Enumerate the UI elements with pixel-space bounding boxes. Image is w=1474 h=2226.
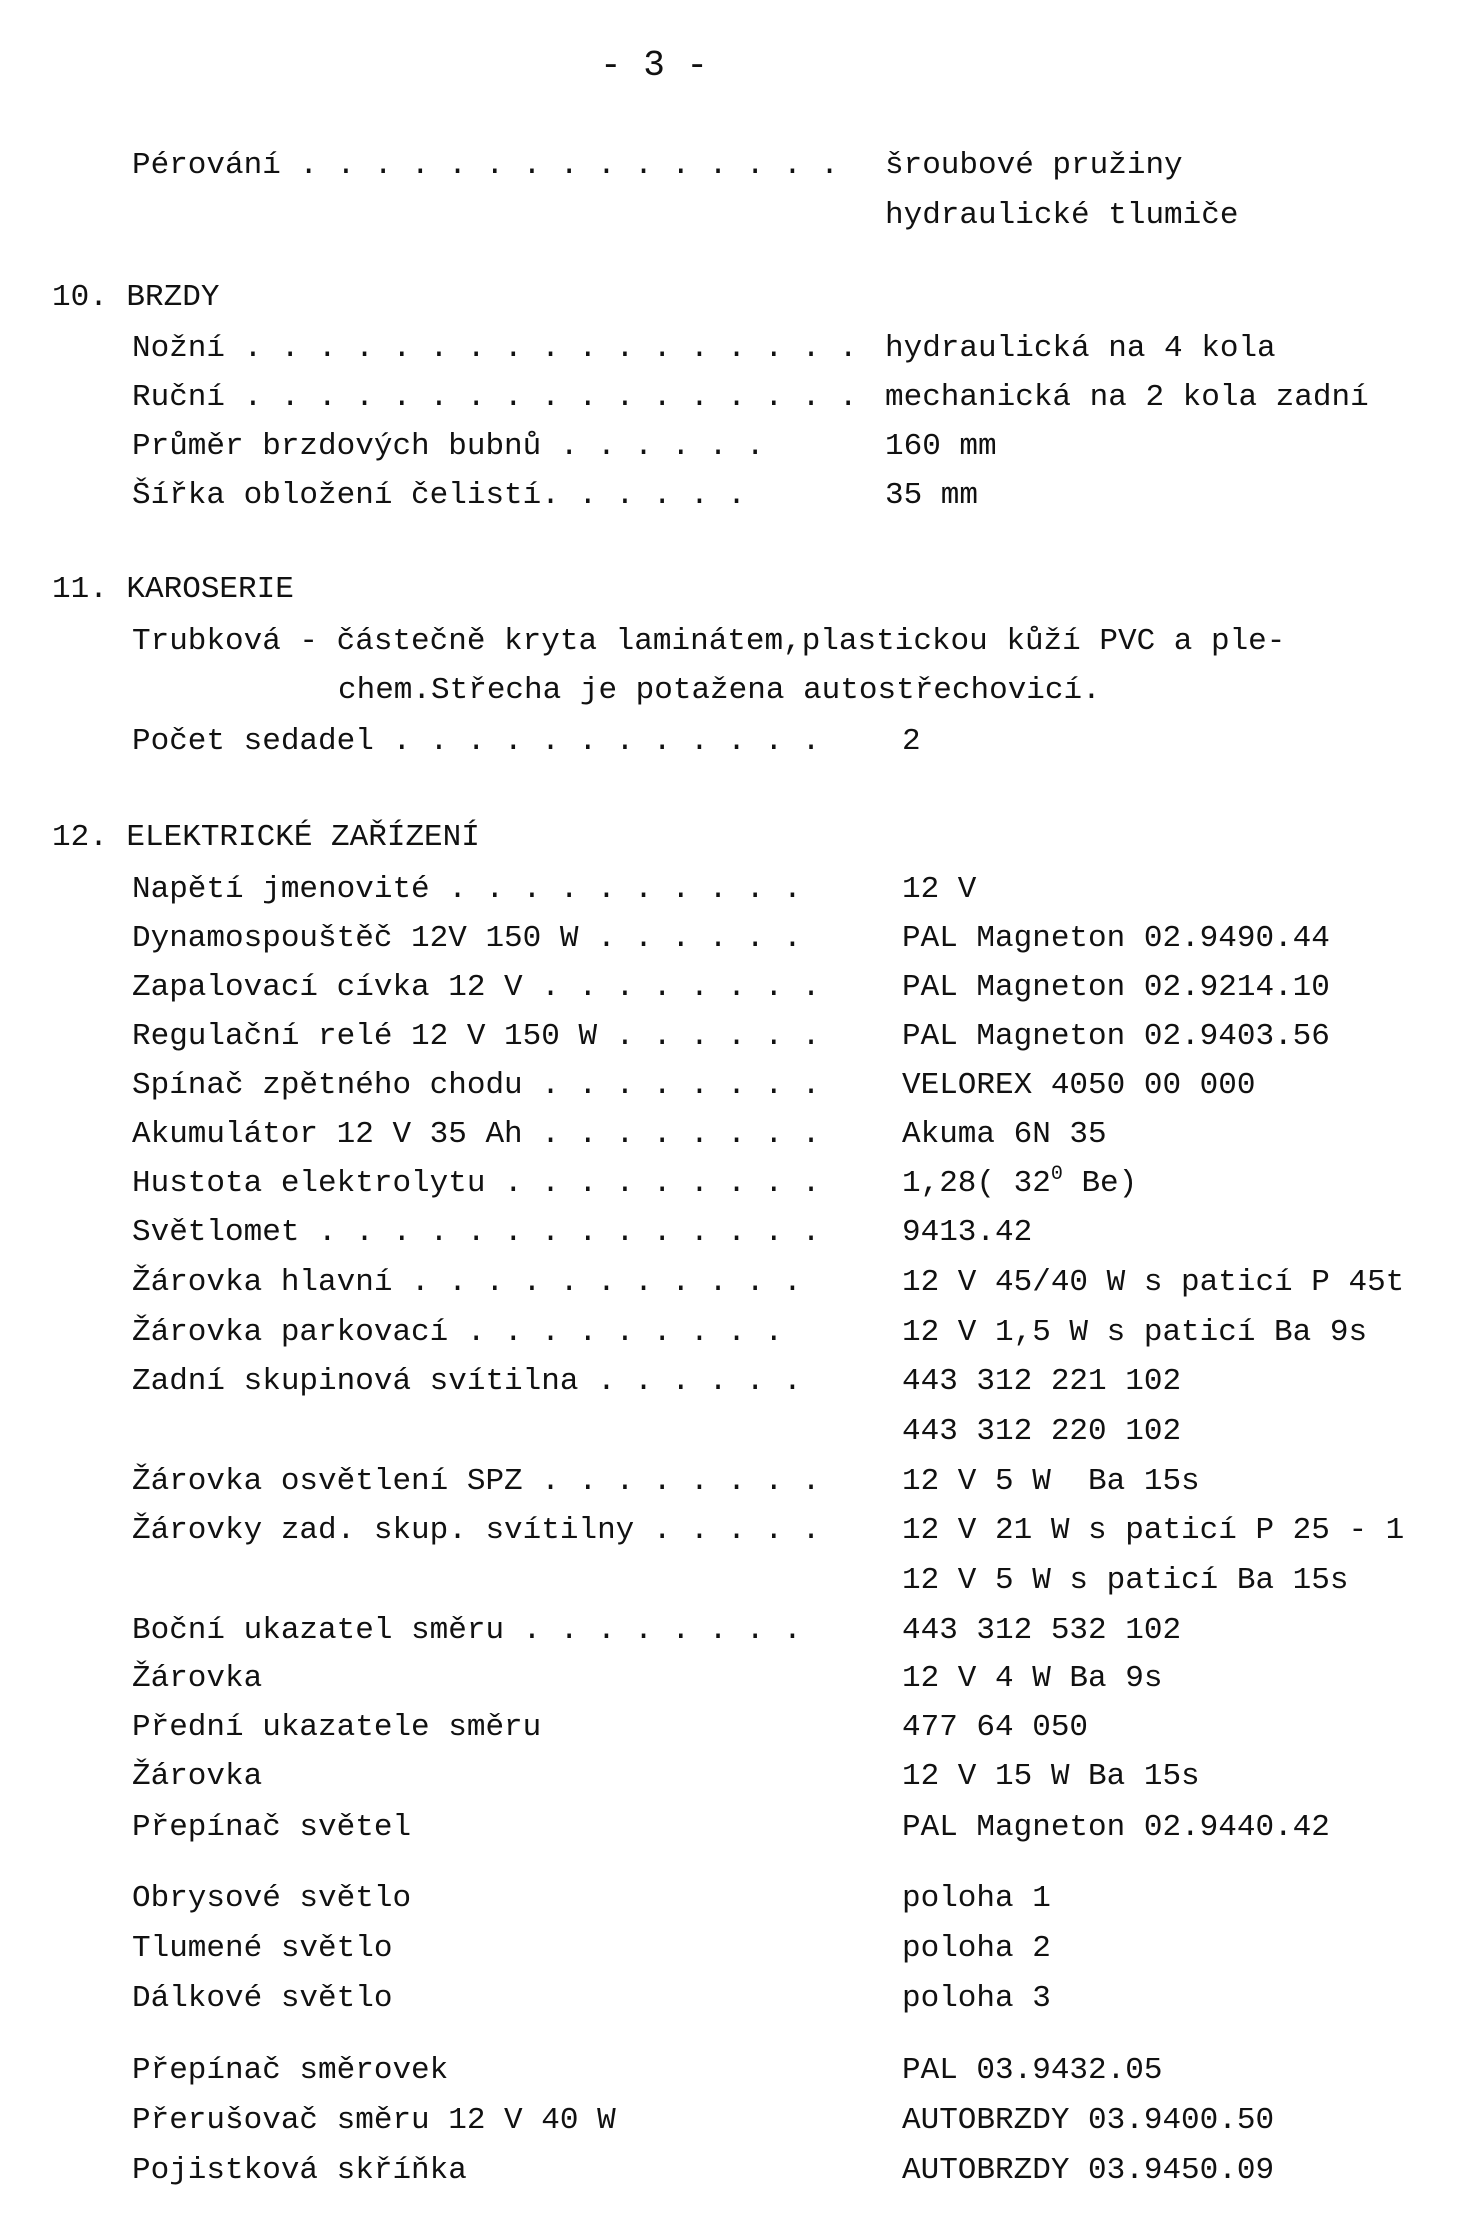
electrical-value: poloha 1 [902, 1881, 1051, 1916]
body-description: chem.Střecha je potažena autostřechovicí. [338, 673, 1101, 708]
seats-label: Počet sedadel . . . . . . . . . . . . [132, 724, 821, 759]
electrical-value: PAL Magneton 02.9214.10 [902, 970, 1330, 1005]
electrical-label: Přední ukazatele směru [132, 1710, 542, 1745]
electrical-value: PAL Magneton 02.9440.42 [902, 1810, 1330, 1845]
electrical-label: Dynamospouštěč 12V 150 W . . . . . . [132, 921, 802, 956]
electrical-label: Žárovka hlavní . . . . . . . . . . . [132, 1265, 802, 1300]
suspension-label: Pérování . . . . . . . . . . . . . . . [132, 148, 839, 183]
electrical-value: 477 64 050 [902, 1710, 1089, 1745]
electrical-label: Přepínač světel [132, 1810, 412, 1845]
electrical-label: Žárovka osvětlení SPZ . . . . . . . . [132, 1464, 821, 1499]
electrical-value: PAL Magneton 02.9403.56 [902, 1019, 1330, 1054]
electrical-value: Akuma 6N 35 [902, 1117, 1107, 1152]
electrical-value: PAL 03.9432.05 [902, 2053, 1163, 2088]
electrical-label: Boční ukazatel směru . . . . . . . . [132, 1613, 802, 1648]
electrical-label: Žárovka parkovací . . . . . . . . . [132, 1315, 784, 1350]
electrical-label: Žárovky zad. skup. svítilny . . . . . [132, 1513, 821, 1548]
electrical-label: Přepínač směrovek [132, 2053, 449, 2088]
electrical-value: 12 V 4 W Ba 9s [902, 1661, 1163, 1696]
electrolyte-density: 1,28( 32 [902, 1166, 1051, 1201]
electrical-value: PAL Magneton 02.9490.44 [902, 921, 1330, 956]
electrical-label: Tlumené světlo [132, 1931, 393, 1966]
brakes-label: Nožní . . . . . . . . . . . . . . . . . [132, 331, 858, 366]
electrical-label: Světlomet . . . . . . . . . . . . . . [132, 1215, 821, 1250]
electrical-label: Přerušovač směru 12 V 40 W [132, 2103, 616, 2138]
page-number: - 3 - [600, 45, 709, 86]
electrical-label: Hustota elektrolytu . . . . . . . . . [132, 1166, 821, 1201]
suspension-value: hydraulické tlumiče [885, 198, 1239, 233]
section-heading-brakes: 10. BRZDY [52, 280, 220, 315]
electrical-value: AUTOBRZDY 03.9400.50 [902, 2103, 1275, 2138]
electrical-value: 12 V 5 W s paticí Ba 15s [902, 1563, 1349, 1598]
electrical-value: poloha 3 [902, 1981, 1051, 2016]
electrical-value: 12 V 45/40 W s paticí P 45t [902, 1265, 1405, 1300]
electrical-label: Akumulátor 12 V 35 Ah . . . . . . . . [132, 1117, 821, 1152]
electrolyte-unit: Be) [1062, 1166, 1138, 1201]
electrical-value: 443 312 532 102 [902, 1613, 1182, 1648]
seats-value: 2 [902, 724, 921, 759]
electrical-value: 12 V 1,5 W s paticí Ba 9s [902, 1315, 1368, 1350]
brakes-value: mechanická na 2 kola zadní [885, 380, 1369, 415]
electrical-value: 12 V 15 W Ba 15s [902, 1759, 1200, 1794]
electrical-value: 12 V 21 W s paticí P 25 - 1 [902, 1513, 1405, 1548]
electrical-label: Obrysové světlo [132, 1881, 412, 1916]
electrical-value: AUTOBRZDY 03.9450.09 [902, 2153, 1275, 2188]
electrical-value: 9413.42 [902, 1215, 1033, 1250]
degree-superscript: 0 [1050, 1163, 1063, 1186]
brakes-label: Ruční . . . . . . . . . . . . . . . . . [132, 380, 858, 415]
electrical-value: poloha 2 [902, 1931, 1051, 1966]
brakes-value: hydraulická na 4 kola [885, 331, 1276, 366]
electrical-label: Pojistková skříňka [132, 2153, 467, 2188]
electrical-value: 443 312 221 102 [902, 1364, 1182, 1399]
electrical-label: Zapalovací cívka 12 V . . . . . . . . [132, 970, 821, 1005]
section-heading-electrical: 12. ELEKTRICKÉ ZAŘÍZENÍ [52, 820, 480, 855]
electrical-label: Napětí jmenovité . . . . . . . . . . [132, 872, 802, 907]
brakes-label: Průměr brzdových bubnů . . . . . . [132, 429, 765, 464]
electrical-value: 443 312 220 102 [902, 1414, 1182, 1449]
body-description: Trubková - částečně kryta laminátem,plastickou kůží PVC a ple- [132, 624, 1286, 659]
brakes-label: Šířka obložení čelistí. . . . . . [132, 478, 746, 513]
brakes-value: 35 mm [885, 478, 979, 513]
electrical-value: 12 V [902, 872, 977, 907]
electrical-label: Žárovka [132, 1661, 263, 1696]
brakes-value: 160 mm [885, 429, 997, 464]
electrical-value: 12 V 5 W Ba 15s [902, 1464, 1200, 1499]
section-heading-body: 11. KAROSERIE [52, 572, 294, 607]
electrical-label: Regulační relé 12 V 150 W . . . . . . [132, 1019, 821, 1054]
electrical-value [902, 1163, 1138, 1201]
suspension-value: šroubové pružiny [885, 148, 1183, 183]
electrical-value: VELOREX 4050 00 000 [902, 1068, 1256, 1103]
electrical-label: Spínač zpětného chodu . . . . . . . . [132, 1068, 821, 1103]
electrical-label: Dálkové světlo [132, 1981, 393, 2016]
electrical-label: Zadní skupinová svítilna . . . . . . [132, 1364, 802, 1399]
electrical-label: Žárovka [132, 1759, 263, 1794]
